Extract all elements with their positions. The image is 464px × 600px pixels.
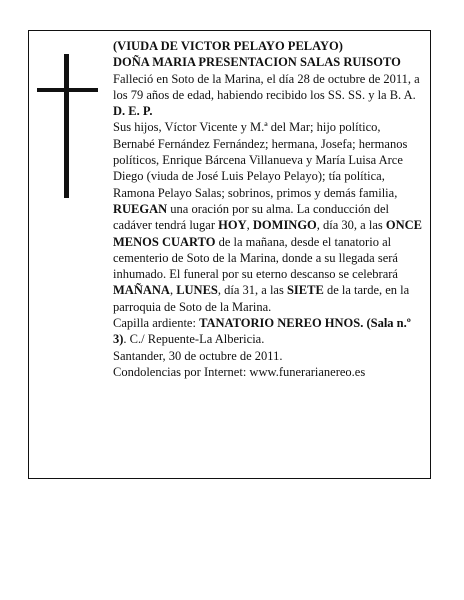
burial-time: ONCE MENOS CUARTO bbox=[113, 218, 422, 249]
dep-line: D. E. P. bbox=[113, 104, 153, 119]
chapel-address: . C./ Repuente-La Albericia. bbox=[123, 332, 265, 347]
request-text-1: una oración por su alma. La conducción del cadáver tendrá lugar bbox=[113, 201, 389, 233]
request-text-6: , día 31, a las bbox=[217, 283, 287, 298]
hoy-word: HOY bbox=[218, 218, 247, 233]
chapel-line bbox=[113, 315, 425, 348]
lunes-word: LUNES bbox=[176, 283, 218, 298]
ceremony-paragraph bbox=[113, 201, 425, 315]
family-list: Sus hijos, Víctor Vicente y M.ª del Mar; hijo político, Bernabé Fernández Fernández; hermana, Josefa; hermanos políticos, Enrique Bárcena Villanueva y María Luisa Arce Diego (viuda de José Luis Pelayo Pelayo); tía política, Ramona Pelayo Salas; sobrinos, primos y demás familia, bbox=[113, 120, 408, 200]
death-notice: Falleció en Soto de la Marina, el día 28 de octubre de 2011, a los 79 años de edad, habiendo recibido los SS. SS. y la B. A. bbox=[113, 71, 420, 102]
place-date: Santander, 30 de octubre de 2011. bbox=[113, 348, 283, 363]
condolences-line: Condolencias por Internet: www.funerarianereo.es bbox=[113, 364, 366, 379]
request-text-4: de la mañana, desde el tanatorio al cementerio de Soto de la Marina, donde a su llegada será inhumado. El funeral por su eterno descanso se celebrará bbox=[113, 234, 398, 282]
ruegan-word: RUEGAN bbox=[113, 201, 168, 216]
manana-word: MAÑANA bbox=[113, 283, 170, 298]
request-text-2: , bbox=[246, 218, 253, 233]
request-text-5: , bbox=[169, 283, 177, 298]
funeral-time: SIETE bbox=[286, 283, 324, 298]
heading-widow: (VIUDA DE VICTOR PELAYO PELAYO) bbox=[113, 39, 343, 53]
cross-icon bbox=[64, 54, 69, 198]
cross-icon-bar bbox=[37, 88, 98, 92]
deceased-name: DOÑA MARIA PRESENTACION SALAS RUISOTO bbox=[113, 55, 401, 70]
request-text-3: , día 30, a las bbox=[316, 218, 386, 233]
chapel-label: Capilla ardiente: bbox=[113, 316, 200, 331]
domingo-word: DOMINGO bbox=[252, 218, 317, 233]
chapel-name: TANATORIO NEREO HNOS. (Sala n.º 3) bbox=[113, 316, 411, 347]
request-text-7: de la tarde, en la parroquia de Soto de la Marina. bbox=[113, 283, 410, 314]
obituary-text bbox=[113, 38, 425, 380]
